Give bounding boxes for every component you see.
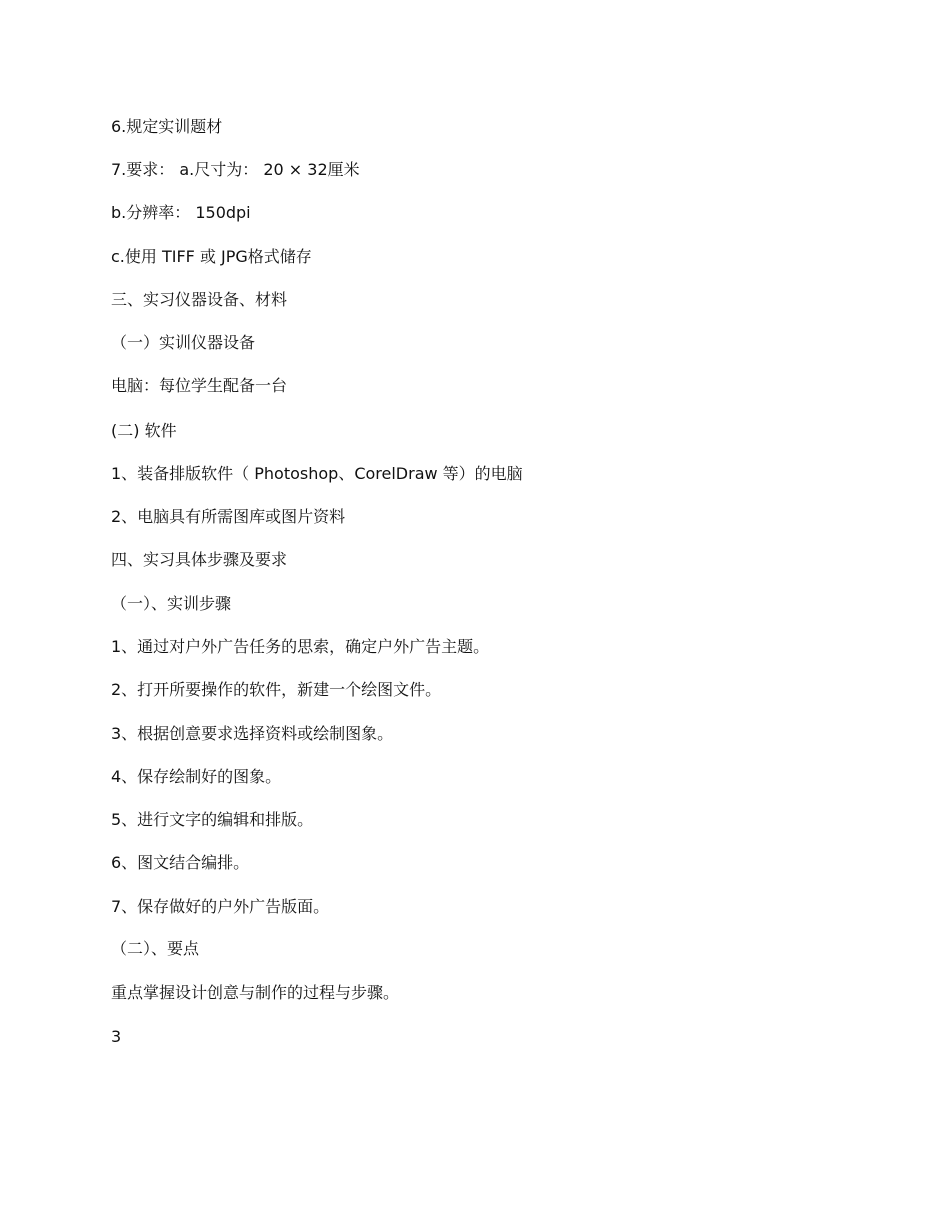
page-number: 3 bbox=[111, 1027, 122, 1046]
text-line: 6.规定实训题材 bbox=[111, 117, 223, 136]
list-item: 2、电脑具有所需图库或图片资料 bbox=[111, 507, 346, 526]
list-item: 2、打开所要操作的软件，新建一个绘图文件。 bbox=[111, 680, 442, 699]
list-item: 1、通过对户外广告任务的思索，确定户外广告主题。 bbox=[111, 637, 490, 656]
section-heading: 四、实习具体步骤及要求 bbox=[111, 550, 288, 569]
list-item: 1、装备排版软件（ Photoshop、CorelDraw 等）的电脑 bbox=[111, 464, 523, 483]
text-line: c.使用 TIFF 或 JPG格式储存 bbox=[111, 247, 312, 266]
list-item: 3、根据创意要求选择资料或绘制图象。 bbox=[111, 724, 394, 743]
section-heading: 三、实习仪器设备、材料 bbox=[111, 290, 288, 309]
list-item: 4、保存绘制好的图象。 bbox=[111, 767, 282, 786]
subsection-heading: （一）、实训步骤 bbox=[111, 594, 232, 613]
subsection-heading: （二）、要点 bbox=[111, 939, 200, 958]
list-item: 6、图文结合编排。 bbox=[111, 853, 250, 872]
subsection-heading: (二) 软件 bbox=[111, 421, 177, 440]
text-line: 电脑：每位学生配备一台 bbox=[111, 376, 288, 395]
list-item: 7、保存做好的户外广告版面。 bbox=[111, 897, 330, 916]
text-line: 重点掌握设计创意与制作的过程与步骤。 bbox=[111, 983, 400, 1002]
subsection-heading: （一）实训仪器设备 bbox=[111, 333, 256, 352]
text-line: b.分辨率： 150dpi bbox=[111, 203, 251, 222]
text-line: 7.要求： a.尺寸为： 20 × 32厘米 bbox=[111, 160, 360, 179]
list-item: 5、进行文字的编辑和排版。 bbox=[111, 810, 314, 829]
